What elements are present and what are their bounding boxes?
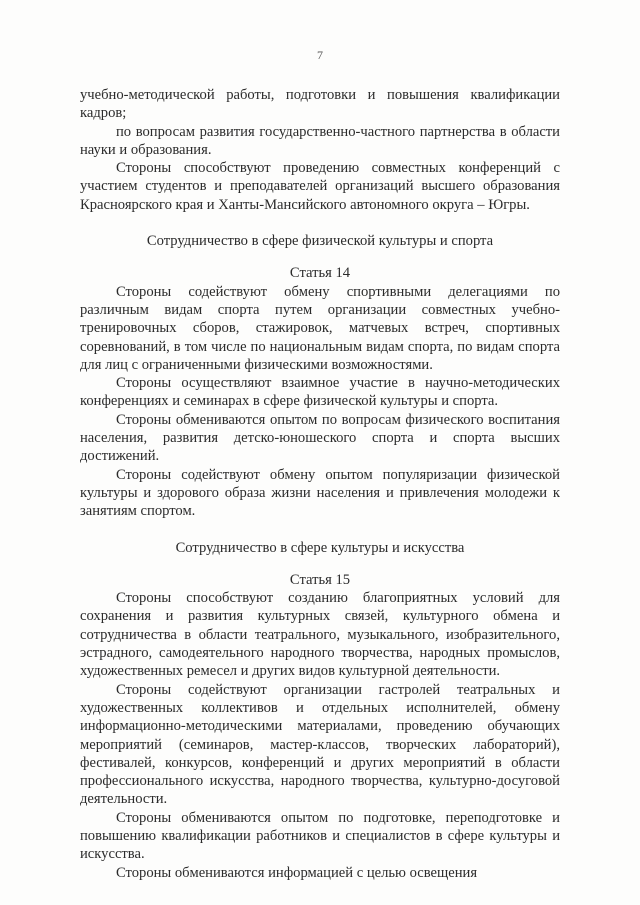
page-number: 7 (317, 48, 323, 62)
article-heading: Статья 15 (289, 571, 351, 588)
paragraph: Стороны способствуют созданию благоприятных условий для сохранения и развития культурных связей, культурного обмена и сотрудничества в области театрального, музыкального, изобразительного, эстрадного, самодеятельного народного творчества, народных промыслов, художественных ремесел и других видов культурной деятельности. (80, 590, 560, 680)
paragraph: Стороны содействуют организации гастролей театральных и художественных коллективов и отдельных исполнителей, обмену информационно-методическими материалами, проведению обучающих мероприятий (семинаров, мастер-классов, творческих лабораторий), фестивалей, конкурсов, конференций и других мероприятий в области профессионального искусства, народного творчества, культурно-досуговой деятельности. (80, 681, 560, 808)
paragraph: Стороны содействуют обмену опытом популяризации физической культуры и здорового образа жизни населения и привлечения молодежи к занятиям спортом. (80, 466, 560, 520)
article-heading: Статья 14 (289, 265, 351, 282)
document-body (80, 86, 560, 882)
paragraph: Стороны обмениваются информацией с целью освещения (116, 864, 478, 881)
paragraph: Стороны способствуют проведению совместных конференций с участием студентов и преподавателей организаций высшего образования Красноярского края и Ханты-Мансийского автономного округа – Югры. (80, 160, 560, 213)
paragraph: Стороны осуществляют взаимное участие в научно-методических конференциях и семинарах в сфере физической культуры и спорта. (80, 375, 560, 410)
paragraph: Стороны содействуют обмену спортивными делегациями по различным видам спорта путем организации совместных учебно-тренировочных сборов, стажировок, матчевых встреч, спортивных соревнований, в том числе по национальным видам спорта, по видам спорта для лиц с ограниченными физическими возможностями. (80, 283, 560, 373)
paragraph: Стороны обмениваются опытом по вопросам физического воспитания населения, развития детско-юношеского спорта и спорта высших достижений. (80, 411, 560, 465)
section-heading: Сотрудничество в сфере культуры и искусства (175, 539, 465, 556)
section-heading: Сотрудничество в сфере физической культуры и спорта (146, 233, 494, 250)
paragraph: по вопросам развития государственно-частного партнерства в области науки и образования. (80, 123, 560, 158)
paragraph: учебно-методической работы, подготовки и повышения квалификации кадров; (80, 87, 560, 122)
paragraph: Стороны обмениваются опытом по подготовке, переподготовке и повышению квалификации работников и специалистов в сфере культуры и искусства. (80, 809, 560, 863)
